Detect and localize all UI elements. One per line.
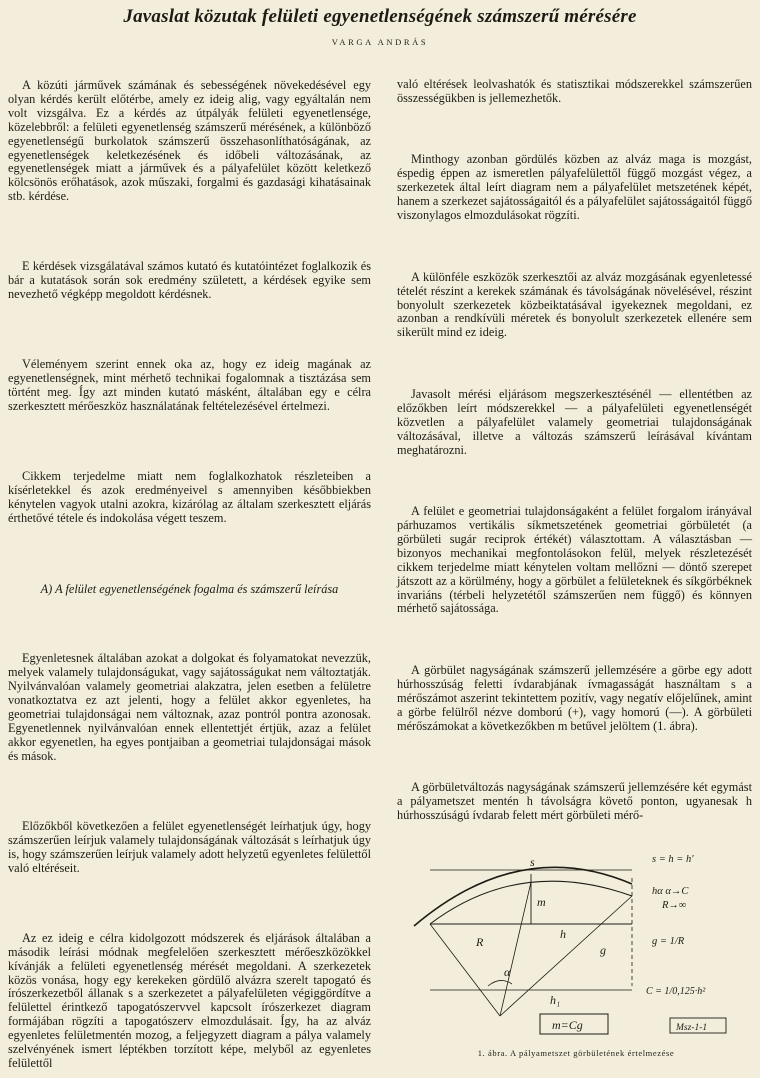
reference-box-text: Msz-1-1 xyxy=(676,1023,708,1033)
paragraph: E kérdések vizsgálatával számos kutató és kutatóintézet foglalkozik és bár a kutatások során sok eredmény született, a kérdések egyike sem nevezhető végképp megoldott kérdésnek. xyxy=(8,259,371,302)
label-s: s xyxy=(530,855,535,869)
label-h: h xyxy=(560,927,566,941)
formula-g: g = 1/R xyxy=(652,936,685,947)
radius-line-mid xyxy=(500,882,531,1016)
figure-caption: 1. ábra. A pályametszet görbületének értelmezése xyxy=(477,1048,675,1058)
formula-c: C = 1/0,125·h² xyxy=(646,986,706,997)
curvature-diagram xyxy=(400,826,752,1038)
label-alpha: α xyxy=(504,965,511,979)
author-name: VARGA ANDRÁS xyxy=(331,37,429,47)
paragraph: Minthogy azonban gördülés közben az alváz maga is mozgást, éspedig éppen az ismeretlen pályafelülettől függő mozgást végez, a szerkezetek által leírt diagram nem a pályafelület metszetének képét, hanem a szerkezet sajátosságaitól és a pályafelület sajátosságaitól függő viszonylagos elmozdulásokat rögzíti. xyxy=(397,152,752,223)
article-title: Javaslat közutak felületi egyenetlenségének számszerű mérésére xyxy=(123,6,637,27)
section-heading: A) A felület egyenetlenségének fogalma és számszerű leírása xyxy=(40,582,339,597)
formula-alpha-c: hα α→C xyxy=(652,886,689,897)
curvature-figure xyxy=(400,826,752,1038)
formula-s-h: s = h = h' xyxy=(652,854,694,865)
formula-r-inf: R→∞ xyxy=(662,900,687,911)
box-formula-text: m=Cg xyxy=(552,1018,583,1032)
paragraph: Előzőkből következően a felület egyenetlenségét leírhatjuk úgy, hogy számszerűen leírjuk valamely tulajdonságának változását s leírhatjuk úgy is, hogy számszerűen leírjuk valamely adott helyzetű egyenletes felülettől való eltéréseit. xyxy=(8,818,371,875)
right-column xyxy=(397,78,752,823)
radius-line-right xyxy=(500,896,632,1016)
label-g: g xyxy=(600,943,606,957)
paragraph: Javasolt mérési eljárásom megszerkesztésénél — ellentétben az előzőkben leírt módszerekkel — a pályafelületi egyenetlenségét közvetlen a pályafelület valamely geometriai tulajdonságának változásával, illetve a változás számszerű leírásával kívántam meghatározni. xyxy=(397,386,752,457)
paragraph: A felület e geometriai tulajdonságaként a felület forgalom irányával párhuzamos vertikális síkmetszetének geometriai görbületét (a görbületi sugár reciprok értékét) választottam. A választásban — bizonyos mechanikai megfontolásokon felül, melyek részletezését cikkem terjedelme miatt kénytelen voltam mellőzni — döntő szerepet játszott az a körülmény, hogy a görbület a felületeknek és síkgörbéknek invariáns (térbeli helyzetétől számszerűen nem függő) és könnyen mérhető sajátossága. xyxy=(397,504,752,616)
paragraph: való eltérések leolvashatók és statisztikai módszerekkel számszerűen összességükben is jellemezhetők. xyxy=(397,77,752,105)
left-column xyxy=(8,79,371,1071)
paragraph: Az ez ideig e célra kidolgozott módszerek és eljárások általában a második leírási módnak megfelelően szerkesztett mérőeszközökkel kívánják a felületi egyenetlenség mérését megoldani. A szerkezetek közös vonása, hogy egy kerekeken gördülő alvázra szerelt tapogató és írószerkezetből állanak s a szerkezetet a pályafelületen végiggördítve a felülettel érintkező tapogatószervvel kapcsolt írószerkezet diagram formájában rögzíti a tapogatószerv elmozdulásait. Így, ha az alváz egyenletes felületmentén mozog, a feljegyzett diagram a pálya valamely szelvényének ismert léptékben torzított képe, melyből az egyenletes felülettől xyxy=(8,930,371,1071)
paragraph: A görbületváltozás nagyságának számszerű jellemzésére két egymást a pályametszet mentén h távolságra követő ponton, ugyanesak h húrhosszúságú ívdarab felett mért görbületi mérő- xyxy=(397,780,752,823)
radius-line-left xyxy=(430,924,500,1016)
paragraph: A görbület nagyságának számszerű jellemzésére a görbe egy adott húrhosszúság feletti ívdarabjának ívmagasságát használtam s a mérőszámot aszerint tekintettem pozitív, vagy negatív előjelűnek, amint a görbe felülről nézve domború (+), vagy homorú (—). A görbületi mérőszámokat a következőkben m betűvel jelöltem (1. ábra). xyxy=(397,663,752,733)
paragraph: A különféle eszközök szerkesztői az alváz mozgásának egyenletessé tételét részint a kerekek számának és távolságának növelésével, részint bonyolult szerkezetek közbeiktatásával igyekeznek megoldani, ez azonban a rendkívüli méretek és bonyolult szerkezetek ellenére sem sikerült mind ez ideig. xyxy=(397,269,752,340)
paragraph: A közúti járművek számának és sebességének növekedésével egy olyan kérdés került előtérbe, amely ez ideig alig, vagy egyáltalán nem volt vizsgálva. Ez a kérdés az útpályák felületi egyenetlensége, közelebbről: a felületi egyenetlenség számszerű mérésének, a különböző egyenetlenségű burkolatok számszerű összehasonlíthatóságának, az egyenetlenségek keletkezésének és időbeli változásának, az egyenetlenségek miatt a járművek és a pályafelület között keletkező kölcsönös erőhatások, azok műszaki, forgalmi és gazdasági kihatásainak stb. kérdése. xyxy=(8,78,371,204)
label-r: R xyxy=(476,935,484,949)
label-h1: h₁ xyxy=(550,993,561,1007)
paragraph: Cikkem terjedelme miatt nem foglalkozhatok részleteiben a kísérletekkel és azok eredményeivel s amennyiben későbbiekben kénytelen vagyok utalni azokra, kizárólag az általam szerkesztett eljárás érthetővé tétele és indokolása végett teszem. xyxy=(8,469,371,526)
label-m: m xyxy=(537,895,546,909)
paragraph: Egyenletesnek általában azokat a dolgokat és folyamatokat nevezzük, melyek valamely tulajdonságukat, vagy sajátosságukat nem változtatják. Nyilvánvalóan valamely geometriai alakzatra, jelen esetben a felületre vonatkoztatva ez azt jelenti, hogy a felület akkor egyenletes, ha geometriai tulajdonságai nem változnak, azaz pontról pontra azonosak. Egyenetlennek nyilvánvalóan ennek ellentettjét értjük, azaz a felület akkor egyenetlen, ha egyes pontjaiban a geometriai tulajdonságai mások és mások. xyxy=(8,651,371,763)
paragraph: Véleményem szerint ennek oka az, hogy ez ideig magának az egyenetlenségnek, mint mérhető technikai fogalomnak a tisztázása sem történt meg. Így azt minden kutató másként, általában egy e célra szerkesztett mérőeszköz használatának feltételezésével értelmezi. xyxy=(8,357,371,414)
